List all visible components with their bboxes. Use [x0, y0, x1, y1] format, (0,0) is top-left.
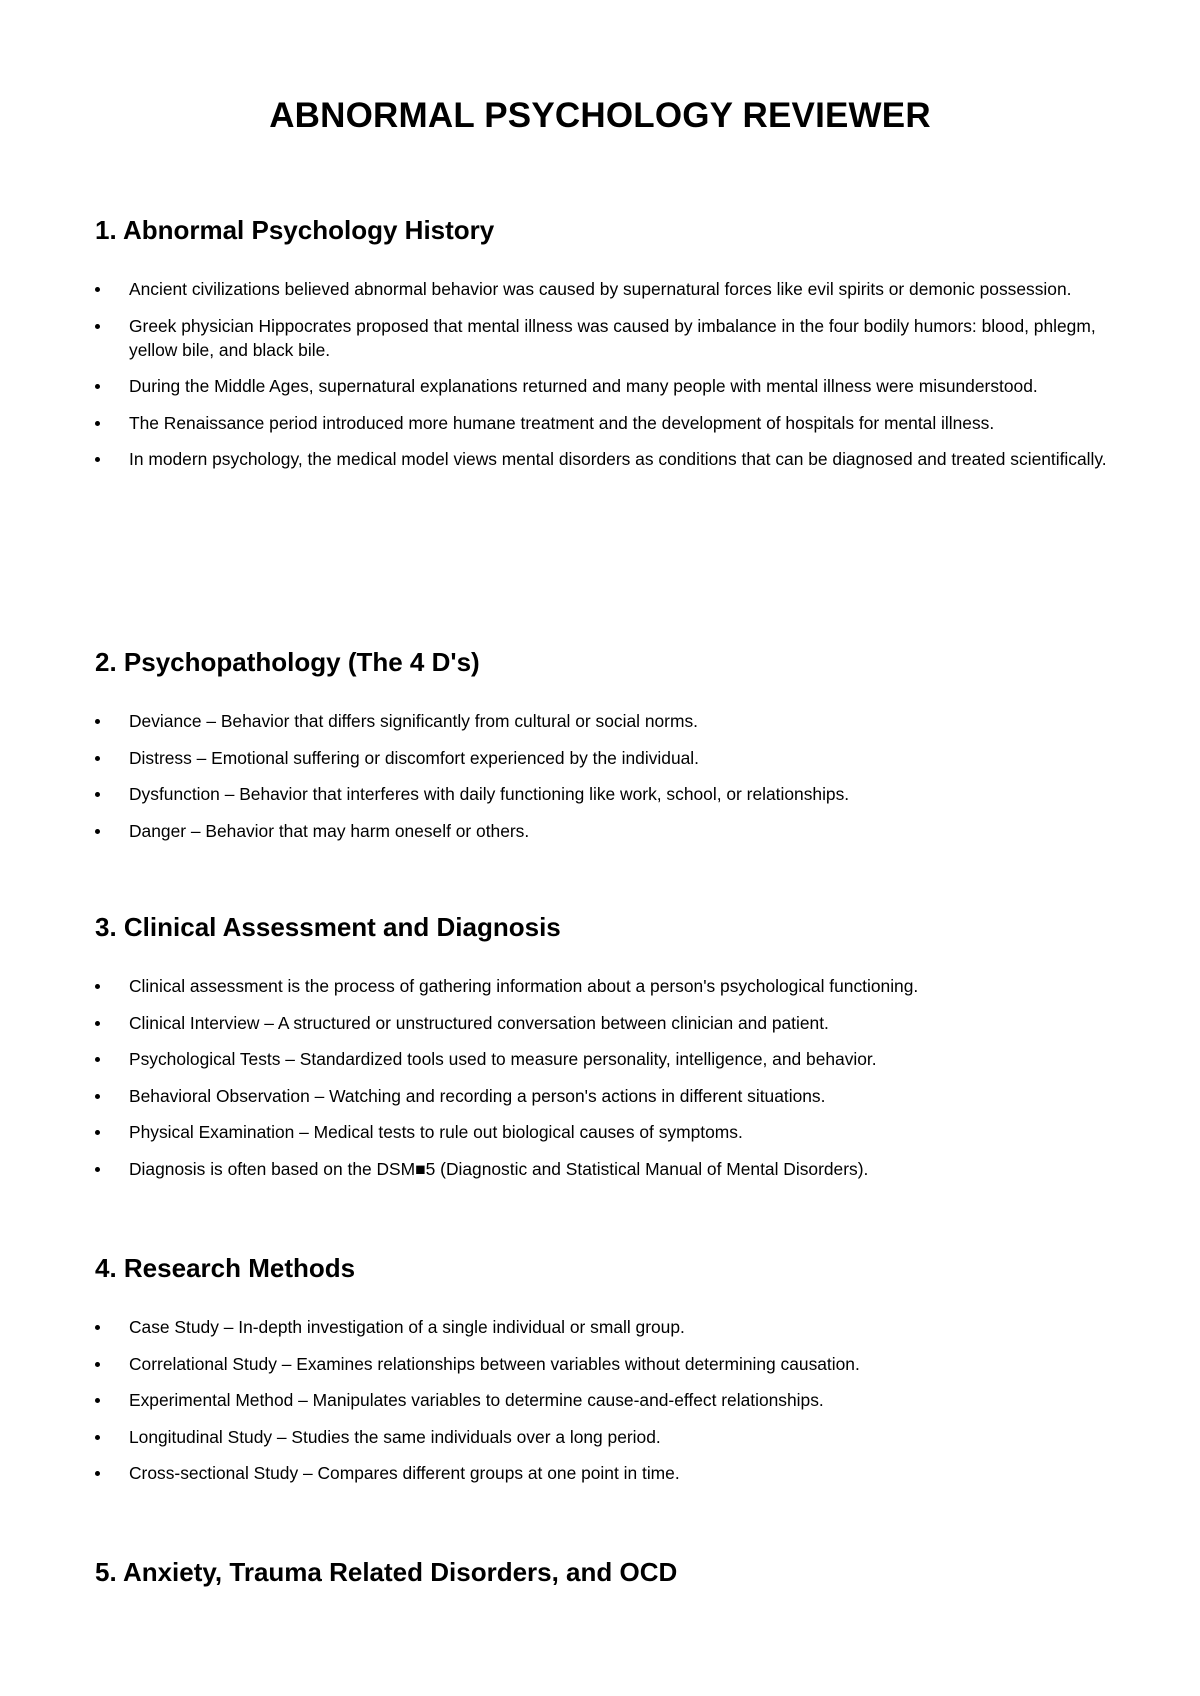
list-item — [95, 314, 1125, 362]
bullet-icon — [95, 421, 100, 426]
list-item-text: Physical Examination – Medical tests to rule out biological causes of symptoms. — [129, 1122, 743, 1143]
list-item — [95, 819, 1125, 843]
section-anxiety-trauma-ocd — [95, 1555, 1125, 1589]
bullet-icon — [95, 1435, 100, 1440]
bullet-icon — [95, 1471, 100, 1476]
list-item-text: Danger – Behavior that may harm oneself or others. — [129, 820, 530, 841]
bullet-icon — [95, 792, 100, 797]
list-item — [95, 1084, 1125, 1108]
list-item-text: Clinical Interview – A structured or unstructured conversation between clinician and patient. — [129, 1012, 829, 1033]
list-item — [95, 1388, 1125, 1412]
list-item-text: Clinical assessment is the process of gathering information about a person's psychological functioning. — [129, 976, 919, 996]
list-item-text: Deviance – Behavior that differs significantly from cultural or social norms. — [129, 711, 698, 731]
section-psychopathology — [95, 645, 1125, 855]
bullet-icon — [95, 829, 100, 834]
document-title: ABNORMAL PSYCHOLOGY REVIEWER — [269, 96, 931, 135]
list-item-text: Distress – Emotional suffering or discomfort experienced by the individual. — [129, 747, 699, 768]
list-item-text: The Renaissance period introduced more humane treatment and the development of hospitals for mental illness. — [129, 412, 995, 433]
list-item-text: Correlational Study – Examines relationships between variables without determining causation. — [129, 1353, 860, 1374]
section-research-methods — [95, 1251, 1125, 1498]
list-item — [95, 1157, 1125, 1181]
list-item-text: Longitudinal Study – Studies the same individuals over a long period. — [129, 1426, 661, 1447]
list-item — [95, 1352, 1125, 1376]
list-item-text: Case Study – In-depth investigation of a single individual or small group. — [129, 1317, 685, 1337]
list-item — [95, 1047, 1125, 1071]
list-item-text: Behavioral Observation – Watching and recording a person's actions in different situations. — [129, 1085, 826, 1106]
list-item — [95, 1425, 1125, 1449]
list-item — [95, 374, 1125, 398]
bullet-icon — [95, 384, 100, 389]
list-item — [95, 782, 1125, 806]
list-item — [95, 709, 1125, 733]
list-item-text: Cross-sectional Study – Compares different groups at one point in time. — [129, 1463, 680, 1484]
section-heading: 2. Psychopathology (The 4 D's) — [95, 647, 480, 677]
bullet-icon — [95, 1167, 100, 1172]
list-item — [95, 447, 1125, 471]
list-item — [95, 277, 1125, 301]
bullet-icon — [95, 984, 100, 989]
bullet-list — [95, 974, 1125, 1181]
list-item-text: Greek physician Hippocrates proposed that mental illness was caused by imbalance in the four bodily humors: blood, phlegm, yellow bile, and black bile. — [129, 315, 1096, 360]
section-abnormal-psychology-history — [95, 213, 1125, 484]
bullet-icon — [95, 1094, 100, 1099]
bullet-icon — [95, 1325, 100, 1330]
list-item — [95, 1461, 1125, 1485]
bullet-icon — [95, 719, 100, 724]
list-item-text: During the Middle Ages, supernatural explanations returned and many people with mental illness were misunderstood. — [129, 376, 1038, 397]
bullet-list — [95, 277, 1125, 471]
bullet-icon — [95, 1398, 100, 1403]
section-heading: 4. Research Methods — [95, 1253, 356, 1283]
bullet-icon — [95, 1130, 100, 1135]
section-heading: 1. Abnormal Psychology History — [95, 215, 495, 245]
bullet-icon — [95, 287, 100, 292]
section-clinical-assessment — [95, 910, 1125, 1194]
list-item — [95, 974, 1125, 998]
list-item — [95, 1315, 1125, 1339]
list-item-text: Diagnosis is often based on the DSM■5 (Diagnostic and Statistical Manual of Mental Disorders). — [129, 1158, 869, 1179]
bullet-icon — [95, 457, 100, 462]
list-item-text: Ancient civilizations believed abnormal behavior was caused by supernatural forces like evil spirits or demonic possession. — [129, 279, 1072, 299]
bullet-list — [95, 1315, 1125, 1485]
bullet-icon — [95, 1057, 100, 1062]
bullet-list — [95, 709, 1125, 843]
section-heading: 3. Clinical Assessment and Diagnosis — [95, 912, 561, 942]
list-item — [95, 1120, 1125, 1144]
section-heading: 5. Anxiety, Trauma Related Disorders, and OCD — [95, 1557, 678, 1587]
list-item — [95, 746, 1125, 770]
list-item — [95, 1011, 1125, 1035]
list-item-text: In modern psychology, the medical model views mental disorders as conditions that can be diagnosed and treated scientifically. — [129, 449, 1107, 470]
bullet-icon — [95, 324, 100, 329]
bullet-icon — [95, 756, 100, 761]
bullet-icon — [95, 1021, 100, 1026]
list-item-text: Dysfunction – Behavior that interferes with daily functioning like work, school, or relationships. — [129, 784, 850, 805]
list-item — [95, 411, 1125, 435]
list-item-text: Experimental Method – Manipulates variables to determine cause-and-effect relationships. — [129, 1390, 824, 1411]
bullet-icon — [95, 1362, 100, 1367]
list-item-text: Psychological Tests – Standardized tools used to measure personality, intelligence, and behavior. — [129, 1049, 877, 1070]
